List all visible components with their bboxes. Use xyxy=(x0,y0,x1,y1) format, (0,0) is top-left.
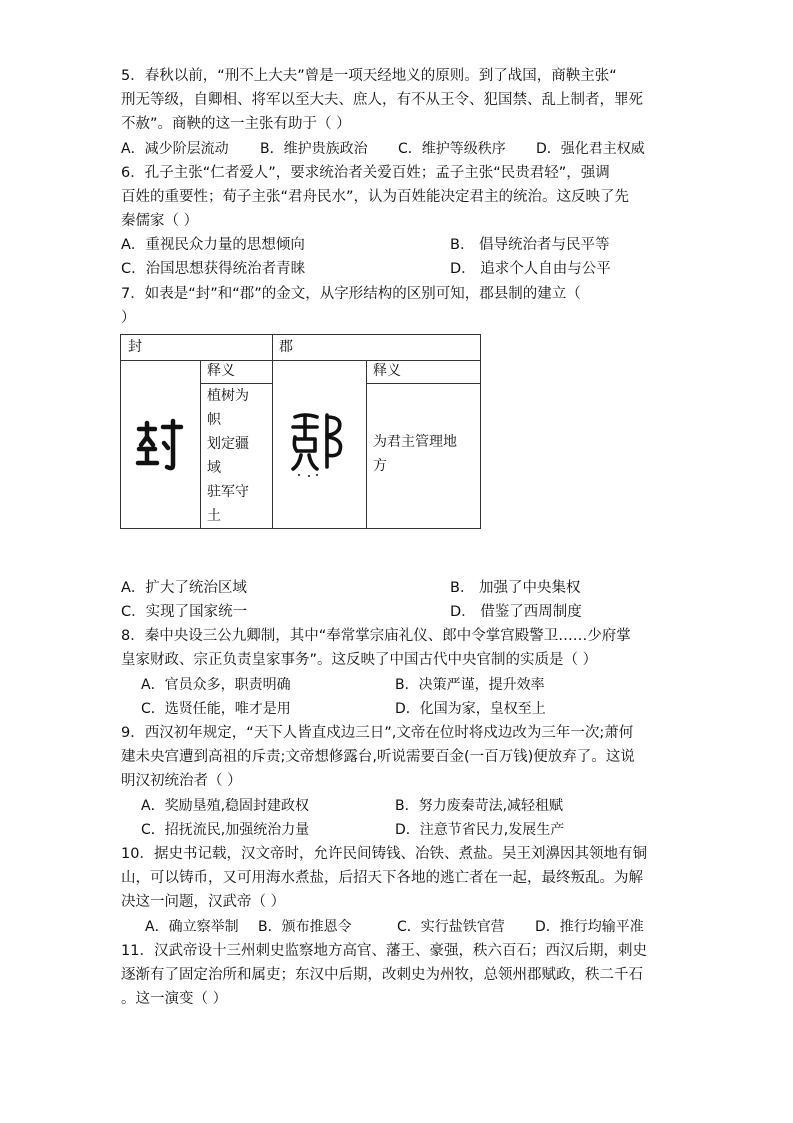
question-text-line: 山，可以铸币，又可用海水煮盐，后招天下各地的逃亡者在一起，最终叛乱。为解 xyxy=(121,870,643,886)
jun-meaning-line: 方 xyxy=(373,458,387,474)
feng-meaning-line: 驻军守 xyxy=(207,484,249,500)
question-text-line: 10．据史书记载，汉文帝时，允许民间铸钱、冶铁、煮盐。吴王刘濞因其领地有铜 xyxy=(121,846,647,862)
question-text-line: 9．西汉初年规定，“天下人皆直戍边三日”,文帝在位时将戍边改为三年一次;萧何 xyxy=(121,725,634,741)
jun-meaning-line: 为君主管理地 xyxy=(373,434,457,450)
option-c[interactable]: C．维护等级秩序 xyxy=(398,141,506,157)
option-c[interactable]: C．招抚流民,加强统治力量 xyxy=(141,822,310,838)
question-text-line: 百姓的重要性；荀子主张“君舟民水”，认为百姓能决定君主的统治。这反映了先 xyxy=(121,189,630,205)
feng-meaning-line: 划定疆 xyxy=(207,436,249,452)
table-divider xyxy=(366,360,367,528)
option-c[interactable]: C．实现了国家统一 xyxy=(121,604,248,620)
feng-meaning-line: 土 xyxy=(207,508,221,524)
option-d[interactable]: D． 借鉴了西周制度 xyxy=(450,604,582,620)
option-b[interactable]: B．颁布推恩令 xyxy=(258,919,352,935)
question-text-line: 6．孔子主张“仁者爱人”，要求统治者关爱百姓；孟子主张“民贵君轻”，强调 xyxy=(121,165,610,181)
feng-header: 封 xyxy=(128,339,142,355)
question-text-line: 5．春秋以前，“刑不上大夫”曾是一项天经地义的原则。到了战国，商鞅主张“ xyxy=(121,68,617,84)
jun-bronze-glyph-icon xyxy=(287,407,351,479)
feng-meaning-line: 域 xyxy=(207,460,221,476)
question-text-line: 逐渐有了固定治所和属吏；东汉中后期，改刺史为州牧，总领州郡赋政，秩二千石 xyxy=(121,967,643,983)
question-text-line: 8．秦中央设三公九卿制，其中“奉常掌宗庙礼仪、郎中令掌宫殿警卫……少府掌 xyxy=(121,628,631,644)
table-divider xyxy=(272,335,273,528)
option-b[interactable]: B． 加强了中央集权 xyxy=(450,580,581,596)
question-text-line: 11．汉武帝设十三州刺史监察地方高官、藩王、豪强，秩六百石；西汉后期，刺史 xyxy=(121,943,647,959)
question-text-line: 不赦”。商鞅的这一主张有助于（ ） xyxy=(121,116,351,132)
option-d[interactable]: D．化国为家，皇权至上 xyxy=(395,701,546,717)
jun-header: 郡 xyxy=(279,339,293,355)
option-d[interactable]: D．推行均输平准 xyxy=(535,919,644,935)
bronze-script-table xyxy=(120,334,481,529)
option-b[interactable]: B．维护贵族政治 xyxy=(260,141,368,157)
question-text-line: 建未央宫遭到高祖的斥责;文帝想修露台,听说需要百金(一百万钱)便放弃了。这说 xyxy=(121,749,635,765)
table-divider xyxy=(366,383,480,384)
question-text-line: 明汉初统治者（ ） xyxy=(121,773,242,789)
option-c[interactable]: C．选贤任能，唯才是用 xyxy=(141,701,291,717)
option-b[interactable]: B．努力废秦苛法,减轻租赋 xyxy=(395,798,564,814)
option-b[interactable]: B． 倡导统治者与民平等 xyxy=(450,237,610,253)
table-divider xyxy=(121,360,480,361)
feng-bronze-glyph-icon xyxy=(135,415,185,475)
feng-meaning-line: 帜 xyxy=(207,412,221,428)
option-c[interactable]: C．治国思想获得统治者青睐 xyxy=(121,261,306,277)
option-a[interactable]: A．官员众多，职责明确 xyxy=(141,677,291,693)
table-divider xyxy=(200,360,201,528)
feng-meaning-line: 植树为 xyxy=(207,388,249,404)
option-d[interactable]: D．注意节省民力,发展生产 xyxy=(395,822,565,838)
jun-meaning-label: 释义 xyxy=(373,363,401,379)
question-text-line: 皇家财政、宗正负责皇家事务”。这反映了中国古代中央官制的实质是（ ） xyxy=(121,652,598,668)
question-text-line: 刑无等级，自卿相、将军以至大夫、庶人，有不从王令、犯国禁、乱上制者，罪死 xyxy=(121,92,643,108)
feng-meaning-label: 释义 xyxy=(207,363,235,379)
question-text-line: 7．如表是“封”和“郡”的金文，从字形结构的区别可知，郡县制的建立（ xyxy=(121,286,581,302)
question-text-line: 秦儒家（ ） xyxy=(121,213,199,229)
option-a[interactable]: A．扩大了统治区域 xyxy=(121,580,247,596)
question-text-line: 决这一问题，汉武帝（ ） xyxy=(121,894,286,910)
option-a[interactable]: A．奖励垦殖,稳固封建政权 xyxy=(141,798,310,814)
option-d[interactable]: D．强化君主权威 xyxy=(536,141,645,157)
option-c[interactable]: C．实行盐铁官营 xyxy=(397,919,505,935)
question-text-line: 。这一演变（ ） xyxy=(121,991,228,1007)
option-b[interactable]: B．决策严谨，提升效率 xyxy=(395,677,545,693)
option-a[interactable]: A．减少阶层流动 xyxy=(121,141,229,157)
question-text-line: ） xyxy=(121,310,136,326)
option-a[interactable]: A．重视民众力量的思想倾向 xyxy=(121,237,305,253)
option-d[interactable]: D． 追求个人自由与公平 xyxy=(450,261,611,277)
option-a[interactable]: A．确立察举制 xyxy=(145,919,239,935)
